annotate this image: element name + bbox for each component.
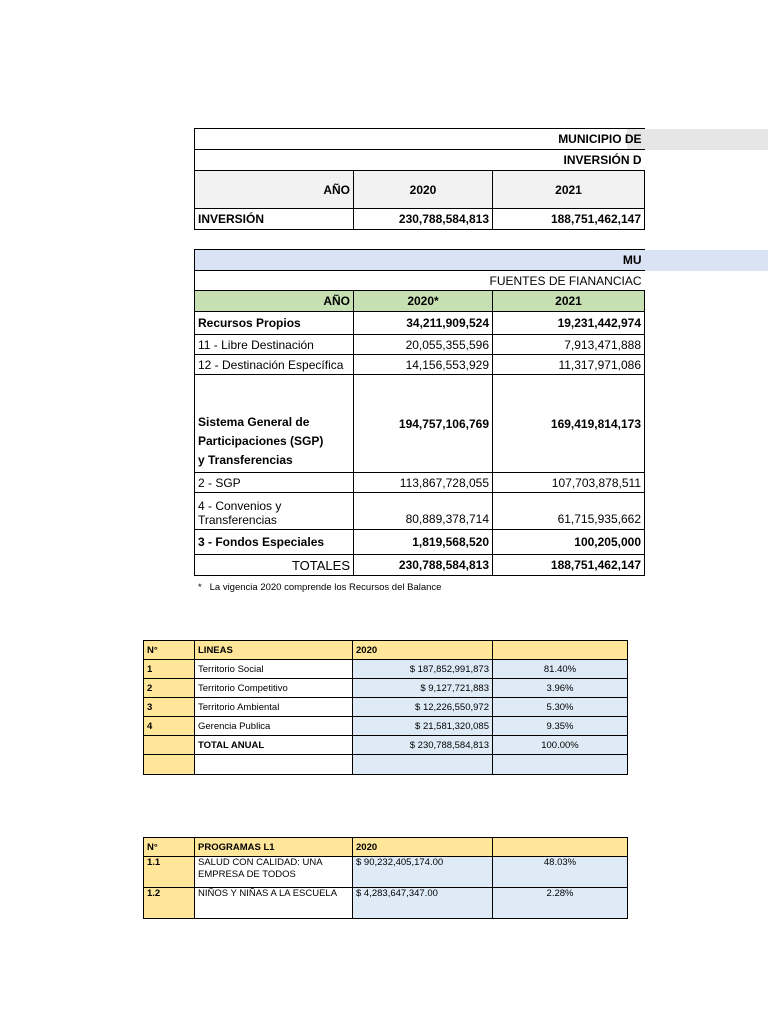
table3-total-label: TOTAL ANUAL [195, 736, 353, 755]
table2-row-label: 2 - SGP [195, 473, 354, 493]
table3-header-pct [493, 641, 628, 660]
table1-year-2021: 2021 [493, 171, 645, 209]
table3-header-lineas: LINEAS [195, 641, 353, 660]
empty-cell [493, 755, 628, 775]
table3-row-number: 3 [144, 698, 195, 717]
table3-row-value: $ 187,852,991,873 [353, 660, 493, 679]
table2-row [195, 375, 645, 473]
table4-row-pct: 2.28% [493, 888, 628, 919]
table3-row-name: Gerencia Publica [195, 717, 353, 736]
table1 [194, 128, 642, 232]
table4-row-name: NIÑOS Y NIÑAS A LA ESCUELA [195, 888, 353, 919]
name-line: EMPRESA DE TODOS [198, 869, 296, 880]
table4-header-pct [493, 838, 628, 857]
table3-row-name: Territorio Competitivo [195, 679, 353, 698]
table3-row-number [144, 736, 195, 755]
table2-row-value-2020: 20,055,355,596 [354, 335, 493, 355]
table3-row-pct: 81.40% [493, 660, 628, 679]
table1-investment-row [195, 209, 645, 230]
table2-row-value-2020: 1,819,568,520 [354, 530, 493, 555]
name-line: SALUD CON CALIDAD: UNA [198, 857, 323, 868]
table2-year-label: AÑO [195, 291, 354, 312]
table2-row [195, 335, 645, 355]
table3-row-name: Territorio Ambiental [195, 698, 353, 717]
table3-row [144, 698, 628, 717]
table2-row [195, 493, 645, 530]
table2-row-value-2020: 80,889,378,714 [354, 493, 493, 530]
table1-title-band [627, 129, 768, 150]
table4-row-pct: 48.03% [493, 857, 628, 888]
table2-row-label [195, 375, 354, 473]
table2-row-value-2021: 7,913,471,888 [493, 335, 645, 355]
table2-row-label: 11 - Libre Destinación [195, 335, 354, 355]
table2-year-2021: 2021 [493, 291, 645, 312]
table1-year-2020: 2020 [354, 171, 493, 209]
table4-row-number: 1.1 [144, 857, 195, 888]
table2-totals-label: TOTALES [195, 555, 354, 576]
label-line: y Transferencias [198, 453, 293, 467]
table2-subtitle-row [195, 271, 645, 291]
table4-header-n: N° [144, 838, 195, 857]
table1-row-label: INVERSIÓN [195, 209, 354, 230]
table2-row-value-2021: 169,419,814,173 [493, 375, 645, 473]
table2-row-value-2021: 11,317,971,086 [493, 355, 645, 375]
table2-row-value-2020: 34,211,909,524 [354, 312, 493, 335]
table2-row-label [195, 493, 354, 530]
table2-row [195, 355, 645, 375]
table3-total-row [144, 736, 628, 755]
table2-totals-row [195, 555, 645, 576]
table3-row-pct: 3.96% [493, 679, 628, 698]
table1-value-2020: 230,788,584,813 [354, 209, 493, 230]
table2-row-value-2020: 194,757,106,769 [354, 375, 493, 473]
table2-year-row [195, 291, 645, 312]
table4-header-programas: PROGRAMAS L1 [195, 838, 353, 857]
table1-title: MUNICIPIO DE [195, 129, 645, 150]
table1-title-row [195, 129, 645, 150]
table2-footnote: * La vigencia 2020 comprende los Recursos del Balance [198, 582, 442, 593]
table3-row-number: 4 [144, 717, 195, 736]
table2-row-label: Recursos Propios [195, 312, 354, 335]
table4-row [144, 888, 628, 919]
empty-cell [353, 755, 493, 775]
label-line: 4 - Convenios y [198, 499, 282, 513]
table2-total-2021: 188,751,462,147 [493, 555, 645, 576]
table4-row [144, 857, 628, 888]
table3-row-value: $ 12,226,550,972 [353, 698, 493, 717]
table2-row-label: 12 - Destinación Específica [195, 355, 354, 375]
table2-row-value-2021: 61,715,935,662 [493, 493, 645, 530]
table3-row-number: 2 [144, 679, 195, 698]
table3-row-pct: 9.35% [493, 717, 628, 736]
table1-value-2021: 188,751,462,147 [493, 209, 645, 230]
table3-header-2020: 2020 [353, 641, 493, 660]
table2-title: MU [195, 250, 645, 271]
table2-total-2020: 230,788,584,813 [354, 555, 493, 576]
table3-row [144, 679, 628, 698]
table1-year-row [195, 171, 645, 209]
table2-row-value-2021: 107,703,878,511 [493, 473, 645, 493]
table3-header-row [144, 641, 628, 660]
table3-row-value: $ 21,581,320,085 [353, 717, 493, 736]
table2-title-band [627, 250, 768, 271]
table1-year-label: AÑO [195, 171, 354, 209]
table4-row-name [195, 857, 353, 888]
table3-row-value: $ 9,127,721,883 [353, 679, 493, 698]
label-line: Participaciones (SGP) [198, 434, 324, 448]
table4-row-value: $ 4,283,647,347.00 [353, 888, 493, 919]
table1-subtitle: INVERSIÓN D [195, 150, 645, 171]
table3-row [144, 660, 628, 679]
table2-row-value-2020: 113,867,728,055 [354, 473, 493, 493]
table2 [194, 249, 642, 579]
table4-header-row [144, 838, 628, 857]
table1-subtitle-row [195, 150, 645, 171]
table2-row [195, 473, 645, 493]
table3-row-pct: 5.30% [493, 698, 628, 717]
table3-row-name: Territorio Social [195, 660, 353, 679]
table2-year-2020: 2020* [354, 291, 493, 312]
table2-title-row [195, 250, 645, 271]
table3-row-number: 1 [144, 660, 195, 679]
empty-cell [144, 755, 195, 775]
table3-total-value: $ 230,788,584,813 [353, 736, 493, 755]
table2-row-value-2021: 19,231,442,974 [493, 312, 645, 335]
table3-row [144, 717, 628, 736]
table3-empty-row [144, 755, 628, 775]
table3-header-n: N° [144, 641, 195, 660]
empty-cell [195, 755, 353, 775]
table4-row-value: $ 90,232,405,174.00 [353, 857, 493, 888]
table2-row-label: 3 - Fondos Especiales [195, 530, 354, 555]
table3 [143, 640, 628, 775]
table4-row-number: 1.2 [144, 888, 195, 919]
table2-row [195, 312, 645, 335]
table2-row [195, 530, 645, 555]
label-line: Transferencias [198, 513, 277, 527]
table2-row-value-2020: 14,156,553,929 [354, 355, 493, 375]
table3-total-pct: 100.00% [493, 736, 628, 755]
label-line: Sistema General de [198, 415, 310, 429]
table2-subtitle: FUENTES DE FIANANCIAC [195, 271, 645, 291]
table2-row-value-2021: 100,205,000 [493, 530, 645, 555]
table4-header-2020: 2020 [353, 838, 493, 857]
table4 [143, 837, 628, 919]
